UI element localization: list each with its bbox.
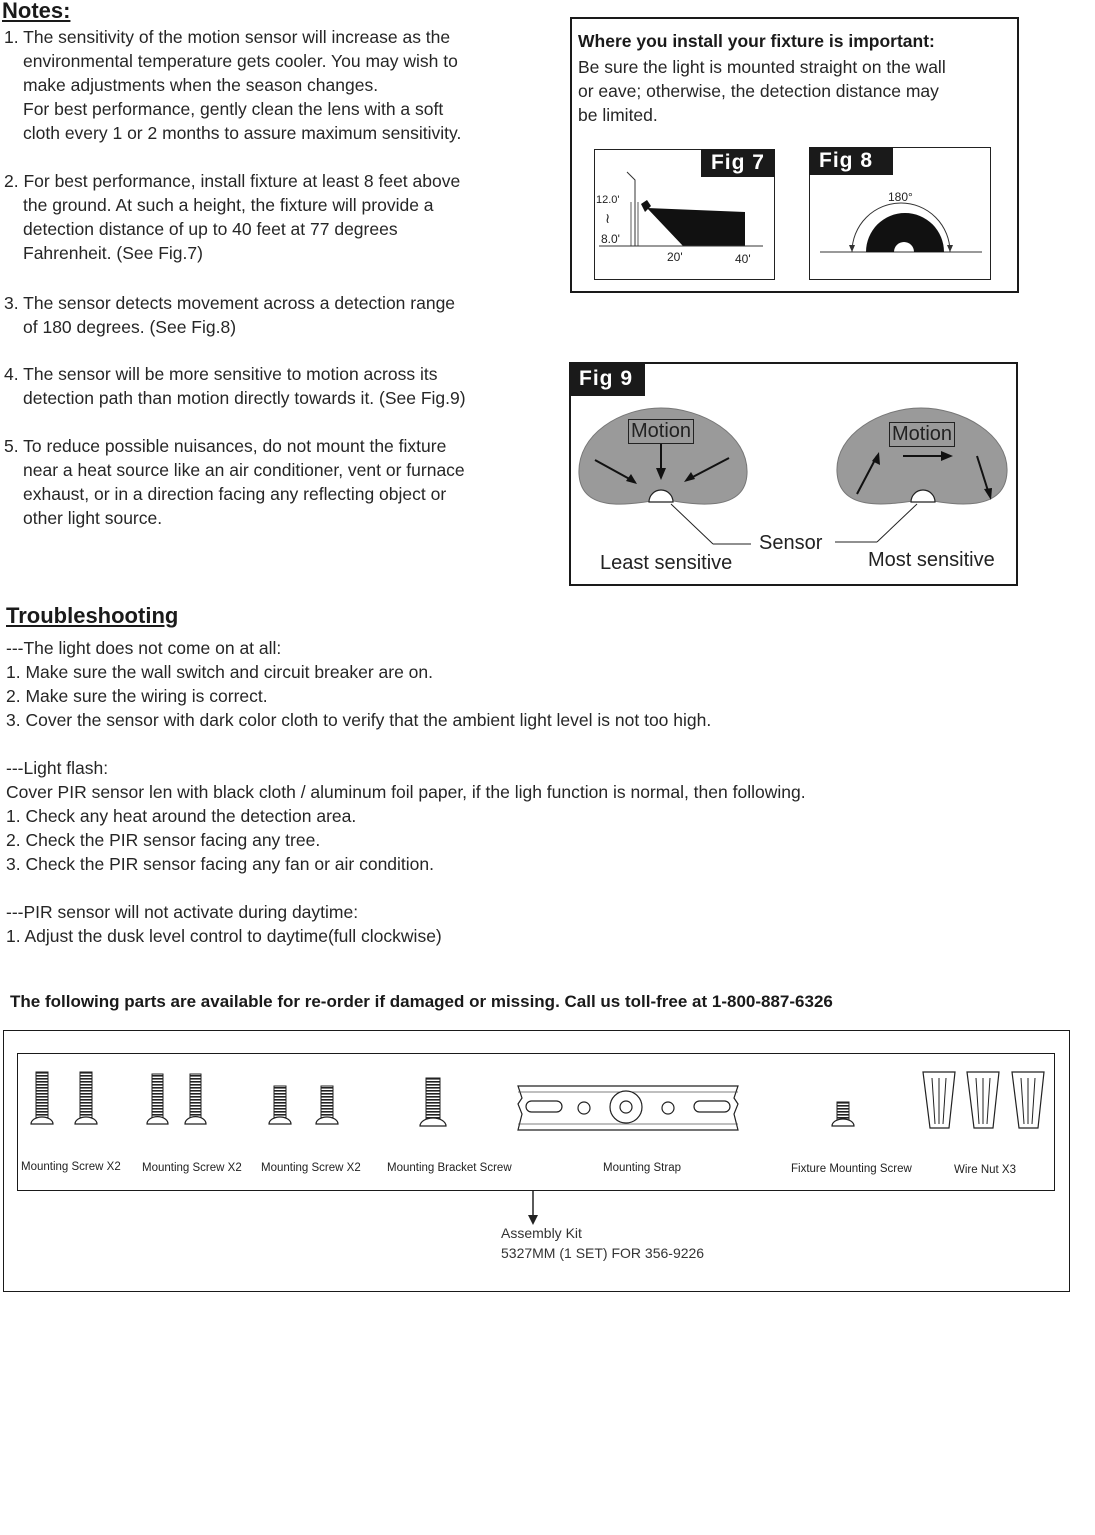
part-label-wire-nut: Wire Nut X3 (954, 1164, 1016, 1176)
fig7-distance-40: 40' (735, 252, 751, 266)
fig9-sensor-label: Sensor (759, 532, 823, 554)
note-line: For best performance, gently clean the lens with a soft (23, 99, 444, 119)
assembly-kit-title: Assembly Kit (501, 1225, 582, 1241)
parts-heading: The following parts are available for re-order if damaged or missing. Call us toll-free at 1-800-887-6326 (10, 992, 833, 1011)
fig8-arrow-right (947, 245, 953, 252)
fig8-panel (809, 147, 991, 280)
note-line: of 180 degrees. (See Fig.8) (23, 317, 237, 337)
install-heading: Where you install your fixture is important: (578, 31, 935, 51)
fig7-panel (594, 149, 775, 280)
fig7-height-sep: ≀ (605, 210, 611, 226)
part-label-mounting-screw-1: Mounting Screw X2 (21, 1161, 121, 1173)
parts-inner-box (17, 1053, 1055, 1191)
fig8-diagram (810, 148, 992, 281)
ts-line: 1. Adjust the dusk level control to daytime(full clockwise) (6, 926, 442, 946)
ts-line: Cover PIR sensor len with black cloth / aluminum foil paper, if the ligh function is normal, then following. (6, 782, 806, 802)
notes-title: Notes: (2, 0, 71, 23)
ts-line: 1. Check any heat around the detection area. (6, 806, 357, 826)
note-line: other light source. (23, 508, 163, 528)
ts-line-blank (6, 876, 806, 900)
down-arrow-icon (524, 1191, 544, 1227)
note-item-4 (4, 362, 466, 410)
note-item-2 (4, 169, 466, 265)
note-line: near a heat source like an air conditioner, vent or furnace (23, 460, 465, 480)
wire-nut-icon (923, 1072, 1044, 1128)
ts-line: 1. Make sure the wall switch and circuit breaker are on. (6, 662, 433, 682)
fig8-angle-label: 180° (888, 190, 913, 204)
fig7-height-top: 12.0' (596, 194, 620, 206)
note-line: 4. The sensor will be more sensitive to motion across its (4, 364, 438, 384)
ts-line: ---Light flash: (6, 758, 109, 778)
note-line: make adjustments when the season changes. (23, 75, 379, 95)
mounting-strap-icon (518, 1086, 738, 1130)
note-line: Fahrenheit. (See Fig.7) (23, 243, 203, 263)
note-line: 1. The sensitivity of the motion sensor will increase as the (4, 27, 451, 47)
ts-line: 2. Check the PIR sensor facing any tree. (6, 830, 321, 850)
fig7-height-bottom: 8.0' (601, 232, 620, 246)
fig8-tag: Fig 8 (809, 147, 893, 175)
fig9-leader-left-a (671, 504, 713, 544)
parts-outer-box (3, 1030, 1070, 1292)
install-line: or eave; otherwise, the detection distance may (578, 81, 939, 101)
note-line: the ground. At such a height, the fixture will provide a (23, 195, 434, 215)
assembly-kit-code: 5327MM (1 SET) FOR 356-9226 (501, 1245, 705, 1261)
bracket-screw-icon (420, 1078, 446, 1126)
note-item-5 (4, 434, 466, 530)
install-info-box (570, 17, 1019, 293)
fig9-tag: Fig 9 (571, 364, 645, 396)
note-item-1 (4, 25, 466, 145)
note-line: exhaust, or in a direction facing any reflecting object or (23, 484, 447, 504)
mounting-screw-short-icon (269, 1086, 338, 1124)
fig9-motion-left: Motion (628, 419, 694, 444)
part-label-fixture-screw: Fixture Mounting Screw (791, 1163, 912, 1175)
ts-line: 3. Check the PIR sensor facing any fan or air condition. (6, 854, 435, 874)
note-item-3 (4, 291, 466, 339)
fig7-tag: Fig 7 (701, 149, 775, 177)
ts-line: 3. Cover the sensor with dark color cloth to verify that the ambient light level is not too high. (6, 710, 712, 730)
fig9-least-sensitive: Least sensitive (600, 552, 733, 574)
fig8-arrow-left (849, 245, 855, 252)
install-line: be limited. (578, 105, 658, 125)
install-text (578, 55, 946, 127)
note-line: 3. The sensor detects movement across a detection range (4, 293, 456, 313)
fig9-most-sensitive: Most sensitive (868, 549, 995, 571)
fig8-detection-zone (866, 213, 944, 252)
mounting-screw-long-icon (31, 1072, 97, 1124)
fixture-mounting-screw-icon (832, 1102, 854, 1126)
note-line: detection distance of up to 40 feet at 77 degrees (23, 219, 398, 239)
mounting-screw-medium-icon (147, 1074, 206, 1124)
ts-line-blank (6, 732, 806, 756)
ts-line: ---The light does not come on at all: (6, 638, 282, 658)
fig9-leader-right-a (877, 504, 917, 542)
note-line: environmental temperature gets cooler. You may wish to (23, 51, 458, 71)
notes-list (4, 25, 466, 530)
fig7-detection-zone (647, 208, 745, 246)
install-line: Be sure the light is mounted straight on the wall (578, 57, 946, 77)
troubleshooting-list (6, 636, 806, 948)
part-label-bracket-screw: Mounting Bracket Screw (387, 1162, 512, 1174)
note-line: detection path than motion directly towards it. (See Fig.9) (23, 388, 466, 408)
fig9-motion-right: Motion (889, 422, 955, 447)
fig9-box (569, 362, 1018, 586)
ts-line: 2. Make sure the wiring is correct. (6, 686, 268, 706)
troubleshooting-title: Troubleshooting (6, 603, 179, 628)
part-label-mounting-strap: Mounting Strap (603, 1162, 681, 1174)
fig7-distance-20: 20' (667, 250, 683, 264)
note-line: 2. For best performance, install fixture at least 8 feet above (4, 171, 461, 191)
note-line: cloth every 1 or 2 months to assure maximum sensitivity. (23, 123, 462, 143)
ts-line: ---PIR sensor will not activate during daytime: (6, 902, 359, 922)
part-label-mounting-screw-2: Mounting Screw X2 (142, 1162, 242, 1174)
note-line: 5. To reduce possible nuisances, do not mount the fixture (4, 436, 447, 456)
part-label-mounting-screw-3: Mounting Screw X2 (261, 1162, 361, 1174)
